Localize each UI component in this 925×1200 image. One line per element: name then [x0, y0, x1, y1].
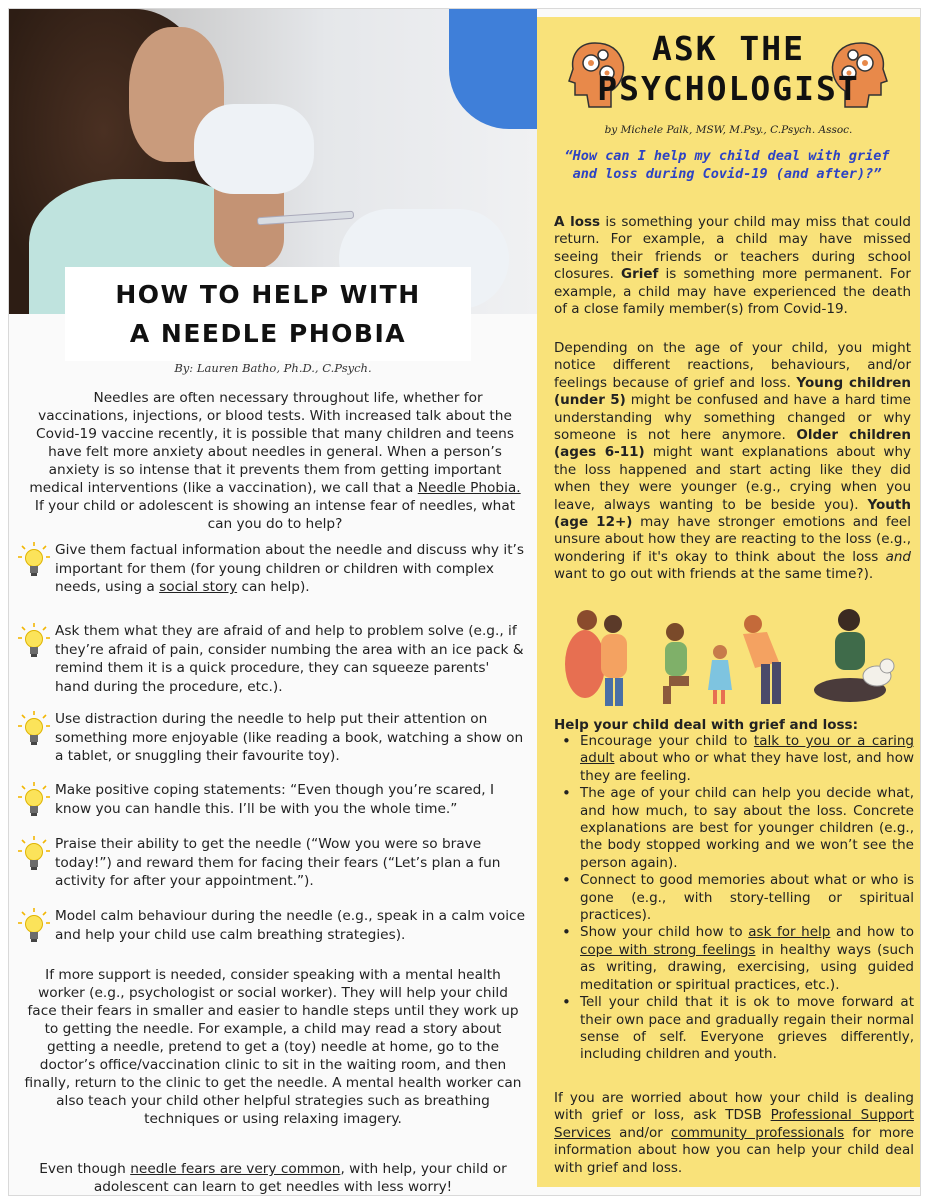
needle-phobia-column: HOW TO HELP WITH A NEEDLE PHOBIA By: Lauren Batho, Ph.D., C.Psych. Needles are often necessary throughout life, whether for vaccinations, injections, or blood tests. With increased talk about the Covid-19 vaccine recently, it is possible that many children and teens have felt more anxiety about needles in general. When a person’s anxiety is so intense that it prevents them from getting important medical interventions (like a vaccination), we call that a Needle Phobia. If your child or adolescent is showing an intense fear of needles, what can you do to help? Give them factual information about the needle and discuss why it’s important for them (for young children or children with complex needs, using a social story can help). Ask them what they are afraid of and help to problem solve (e.g., if they’re afraid of pain, consider numbing the area with an ice pack & remind them it is a quick procedure, they can squeeze parents' hand during the procedure, etc.). Use distraction during the needle to help put their attention on something more enjoyable (like reading a book, watching a show on a tablet, or snuggling their favourite toy). Make positive coping statements: “Even though you’re scared, I know you can handle this. I’ll be with you the whole time.” Praise their ability to get the needle (“Wow you were so brave today!”) and reward them for facing their fears (“Let’s plan a fun activity for after your appointment.”). Model calm behaviour during the needle (e.g., speak in a calm voice and help your child use calm breathing strategies). If more support is needed, consider speaking with a mental health worker (e.g., psychologist or social worker). They will help your child face their fears in smaller and easier to handle steps until they work up to getting the needle. For example, a child may read a story about getting a needle, pretend to get a (toy) needle at home, go to the doctor’s office/vaccination clinic to sit in the waiting room, and then finally, return to the clinic to get the needle. A mental health worker can also teach your child other helpful strategies such as breathing techniques or using relaxing imagery. Even though needle fears are very common, with help, your child or adolescent can learn to get needles with less worry!: [9, 9, 537, 1195]
lightbulb-icon: [17, 781, 51, 819]
list-item: • Connect to good memories about what or who is gone (e.g., with story-telling or spiritual practices).: [554, 872, 914, 924]
community-professionals-link[interactable]: community professionals: [671, 1124, 845, 1141]
help-list: [554, 733, 914, 1064]
loss-grief-paragraph: A loss is something your child may miss that could return. For example, a child may have missed seeing their friends or teachers during school closures. Grief is something more permanent. For example, a child may have experienced the death of a close family member(s) from Covid-19.: [554, 214, 911, 318]
list-item: • Encourage your child to talk to you or a caring adult about who or what they have lost, and how they are feeling.: [554, 733, 914, 785]
ask-psychologist-title: ASK THE PSYCHOLOGIST: [597, 29, 860, 108]
cope-feelings-link[interactable]: cope with strong feelings: [580, 941, 756, 958]
list-item: • The age of your child can help you decide what, and how much, to say about the loss. Concrete explanations are best for younger children (e.g., the body stopped working and we won’t see the person again).: [554, 785, 914, 872]
question-heading: “How can I help my child deal with grief and loss during Covid-19 (and after)?”: [564, 148, 890, 182]
needle-fears-link[interactable]: needle fears are very common: [130, 1161, 341, 1177]
intro-paragraph: Needles are often necessary throughout life, whether for vaccinations, injections, or blood tests. With increased talk about the Covid-19 vaccine recently, it is possible that many children and teens have felt more anxiety about needles in general. When a person’s anxiety is so intense that it prevents them from getting important medical interventions (like a vaccination), we call that a Needle Phobia. If your child or adolescent is showing an intense fear of needles, what can you do to help?: [29, 390, 521, 532]
right-byline: by Michele Palk, MSW, M.Psy., C.Psych. Assoc.: [604, 124, 853, 136]
list-item: • Show your child how to ask for help and how to cope with strong feelings in healthy ways (such as writing, drawing, exercising, using guided meditation or spiritual practices, etc.).: [554, 924, 914, 994]
lightbulb-icon: [17, 907, 51, 945]
professional-support-link[interactable]: Professional Support Services: [554, 1107, 915, 1141]
needle-phobia-title: HOW TO HELP WITH A NEEDLE PHOBIA: [65, 267, 471, 361]
flyer-page: [8, 8, 921, 1196]
needle-phobia-link[interactable]: Needle Phobia.: [417, 480, 521, 496]
talk-to-adult-link[interactable]: talk to you or a caring adult: [580, 733, 914, 767]
family-illustration: [557, 602, 902, 712]
lightbulb-icon: [17, 541, 51, 579]
list-item: • Tell your child that it is ok to move forward at their own pace and gradually regain their normal sense of self. Everyone grieves differently, including children and youth.: [554, 994, 914, 1064]
left-byline: By: Lauren Batho, Ph.D., C.Psych.: [174, 361, 372, 375]
age-reactions-paragraph: Depending on the age of your child, you might notice different reactions, behaviours, and/or feelings because of grief and loss. Young children (under 5) might be confused and have a hard time understanding why something changed or why someone is not here anymore. Older children (ages 6-11) might want explanations about why the loss happened and start acting like they did when they were younger (e.g., crying when you leave, always wanting to be beside you). Youth (age 12+) may have stronger emotions and feel unsure about how they are reacting to the loss (e.g., wondering if it's okay to think about the loss and want to go out with friends at the same time?).: [554, 340, 911, 583]
ask-for-help-link[interactable]: ask for help: [748, 924, 831, 941]
closing-paragraph: Even though needle fears are very common, with help, your child or adolescent can learn to get needles with less worry!: [39, 1161, 507, 1195]
lightbulb-icon: [17, 710, 51, 748]
outro-paragraph: If more support is needed, consider speaking with a mental health worker (e.g., psychologist or social worker). They will help your child face their fears in smaller and easier to handle steps until they work up to getting the needle. For example, a child may read a story about getting a needle, pretend to get a (toy) needle at home, go to the doctor’s office/vaccination clinic to sit in the waiting room, and then finally, return to the clinic to get the needle. A mental health worker can also teach your child other helpful strategies such as breathing techniques or using relaxing imagery.: [24, 967, 522, 1127]
resources-paragraph: If you are worried about how your child is dealing with grief or loss, ask TDSB Professional Support Services and/or community professionals for more information about how you can help your child deal with grief and loss.: [554, 1090, 915, 1176]
help-list-title: Help your child deal with grief and loss:: [554, 717, 858, 733]
ask-psychologist-column: [537, 17, 920, 1187]
social-story-link[interactable]: social story: [159, 579, 238, 595]
lightbulb-icon: [17, 622, 51, 660]
lightbulb-icon: [17, 835, 51, 873]
